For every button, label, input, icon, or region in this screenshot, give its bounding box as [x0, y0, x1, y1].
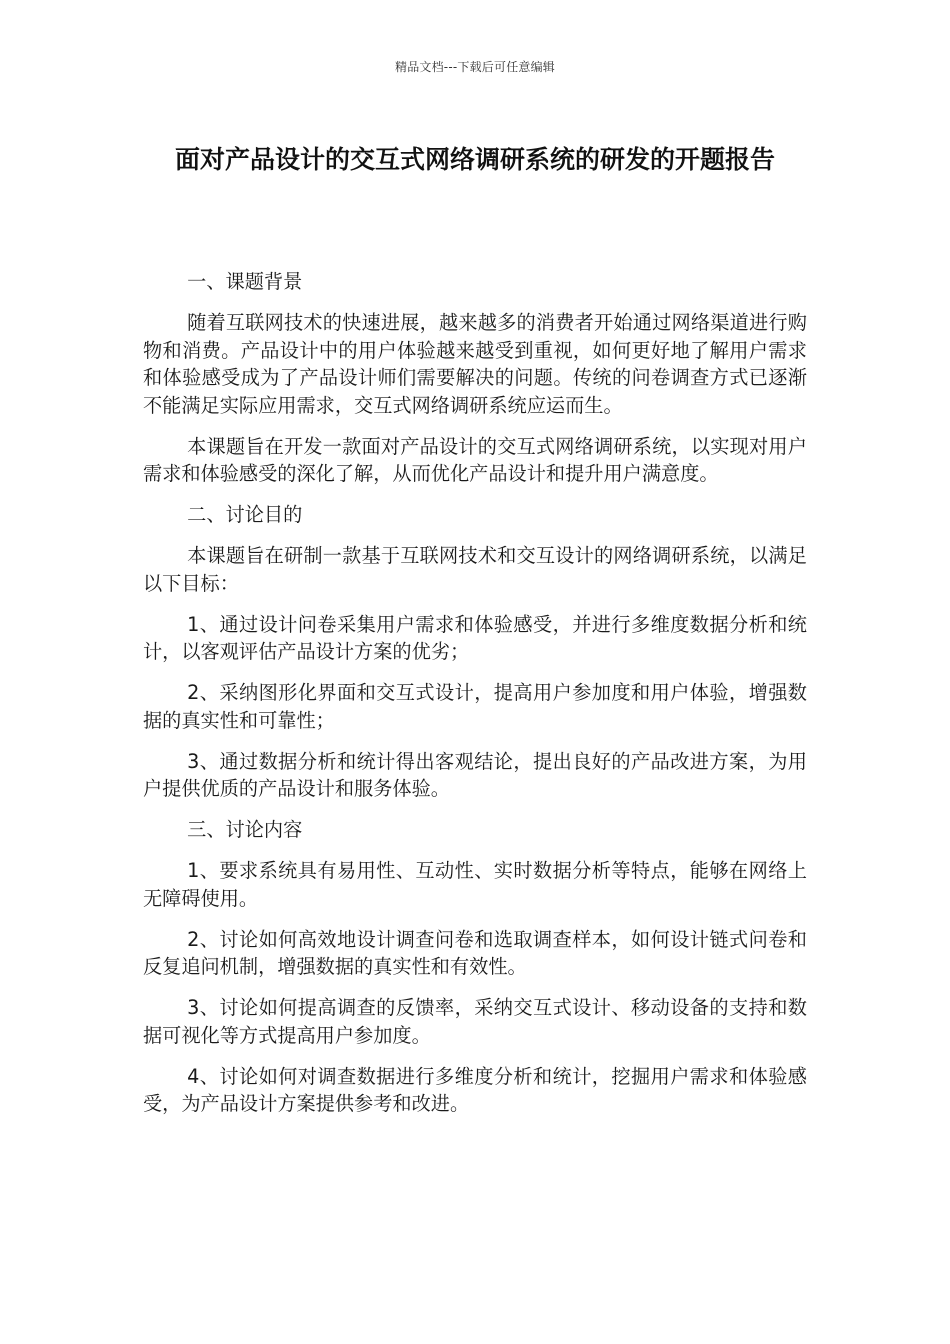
- section-heading-content: 三、讨论内容: [187, 818, 303, 841]
- list-item: 1、要求系统具有易用性、互动性、实时数据分析等特点，能够在网络上无障碍使用。: [143, 859, 807, 910]
- list-item: 2、采纳图形化界面和交互式设计，提高用户参加度和用户体验，增强数据的真实性和可靠性；: [143, 681, 807, 732]
- paragraph: 本课题旨在开发一款面对产品设计的交互式网络调研系统，以实现对用户需求和体验感受的深化了解，从而优化产品设计和提升用户满意度。: [143, 434, 807, 485]
- list-item: 4、讨论如何对调查数据进行多维度分析和统计，挖掘用户需求和体验感受，为产品设计方案提供参考和改进。: [143, 1064, 807, 1115]
- list-item: 2、讨论如何高效地设计调查问卷和选取调查样本，如何设计链式问卷和反复追问机制，增强数据的真实性和有效性。: [143, 927, 807, 978]
- document-body: [143, 268, 807, 1131]
- document-title: 面对产品设计的交互式网络调研系统的研发的开题报告: [174, 145, 775, 174]
- list-item: 3、通过数据分析和统计得出客观结论，提出良好的产品改进方案，为用户提供优质的产品设计和服务体验。: [143, 749, 807, 800]
- section-heading-purpose: 二、讨论目的: [187, 503, 303, 526]
- list-item: 3、讨论如何提高调查的反馈率，采纳交互式设计、移动设备的支持和数据可视化等方式提高用户参加度。: [143, 996, 807, 1047]
- paragraph: 本课题旨在研制一款基于互联网技术和交互设计的网络调研系统，以满足以下目标：: [143, 544, 807, 595]
- paragraph: 随着互联网技术的快速进展，越来越多的消费者开始通过网络渠道进行购物和消费。产品设计中的用户体验越来越受到重视，如何更好地了解用户需求和体验感受成为了产品设计师们需要解决的问题。传统的问卷调查方式已逐渐不能满足实际应用需求，交互式网络调研系统应运而生。: [143, 311, 807, 417]
- section-heading-background: 一、课题背景: [187, 270, 303, 293]
- header-note: 精品文档---下载后可任意编辑: [395, 60, 555, 74]
- list-item: 1、通过设计问卷采集用户需求和体验感受，并进行多维度数据分析和统计，以客观评估产品设计方案的优劣；: [143, 612, 807, 663]
